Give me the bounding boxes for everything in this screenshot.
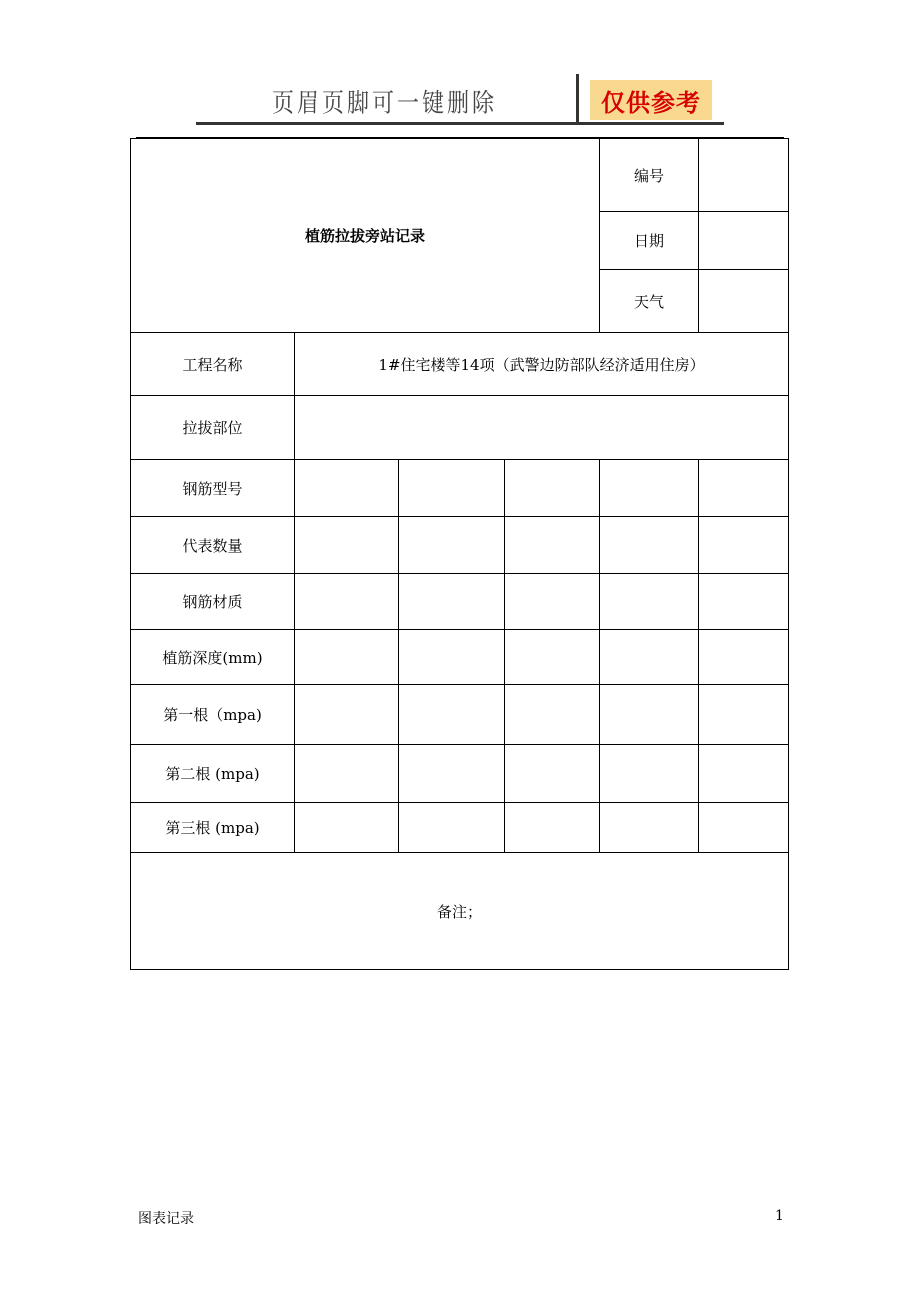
form-title: 植筋拉拔旁站记录 — [131, 139, 600, 333]
data-cell[interactable] — [600, 574, 699, 630]
data-cell[interactable] — [399, 517, 505, 574]
serial-number-label: 编号 — [600, 139, 699, 212]
data-cell[interactable] — [399, 460, 505, 517]
data-cell[interactable] — [399, 745, 505, 803]
header-text: 页眉页脚可一键删除 — [272, 89, 498, 119]
date-value[interactable] — [699, 212, 789, 270]
data-cell[interactable] — [600, 630, 699, 685]
footer-label: 图表记录 — [138, 1211, 194, 1227]
data-cell[interactable] — [699, 574, 789, 630]
data-cell[interactable] — [600, 803, 699, 853]
pull-location-label: 拉拔部位 — [131, 396, 295, 460]
data-cell[interactable] — [699, 745, 789, 803]
data-cell[interactable] — [505, 517, 600, 574]
data-cell[interactable] — [699, 517, 789, 574]
data-cell[interactable] — [295, 685, 399, 745]
data-cell[interactable] — [505, 630, 600, 685]
record-form-table — [130, 138, 789, 970]
row-label: 钢筋型号 — [131, 460, 295, 517]
remarks-label: 备注； — [437, 902, 483, 921]
data-cell[interactable] — [505, 574, 600, 630]
header-underline — [196, 122, 724, 125]
weather-value[interactable] — [699, 270, 789, 333]
row-label: 第二根 (mpa) — [131, 745, 295, 803]
data-cell[interactable] — [600, 517, 699, 574]
date-label: 日期 — [600, 212, 699, 270]
row-label: 第三根 (mpa) — [131, 803, 295, 853]
pull-location-value[interactable] — [295, 396, 789, 460]
data-cell[interactable] — [399, 685, 505, 745]
project-name-label: 工程名称 — [131, 333, 295, 396]
project-name-value: 1#住宅楼等14项（武警边防部队经济适用住房） — [295, 333, 789, 396]
data-cell[interactable] — [399, 630, 505, 685]
data-cell[interactable] — [295, 460, 399, 517]
remarks-field[interactable] — [131, 853, 789, 970]
data-cell[interactable] — [399, 574, 505, 630]
data-cell[interactable] — [505, 460, 600, 517]
data-cell[interactable] — [505, 685, 600, 745]
row-label: 植筋深度(mm) — [131, 630, 295, 685]
row-label: 代表数量 — [131, 517, 295, 574]
page-header — [0, 0, 920, 140]
page-number: 1 — [775, 1208, 784, 1224]
data-cell[interactable] — [505, 745, 600, 803]
data-cell[interactable] — [399, 803, 505, 853]
data-cell[interactable] — [295, 630, 399, 685]
data-cell[interactable] — [699, 803, 789, 853]
serial-number-value[interactable] — [699, 139, 789, 212]
data-cell[interactable] — [295, 745, 399, 803]
data-cell[interactable] — [295, 517, 399, 574]
data-cell[interactable] — [295, 803, 399, 853]
data-cell[interactable] — [699, 685, 789, 745]
data-cell[interactable] — [600, 745, 699, 803]
data-cell[interactable] — [505, 803, 600, 853]
data-cell[interactable] — [699, 460, 789, 517]
data-cell[interactable] — [699, 630, 789, 685]
header-divider — [576, 74, 579, 124]
row-label: 第一根（mpa) — [131, 685, 295, 745]
data-cell[interactable] — [600, 685, 699, 745]
data-cell[interactable] — [600, 460, 699, 517]
reference-badge: 仅供参考 — [590, 80, 712, 120]
weather-label: 天气 — [600, 270, 699, 333]
row-label: 钢筋材质 — [131, 574, 295, 630]
data-cell[interactable] — [295, 574, 399, 630]
